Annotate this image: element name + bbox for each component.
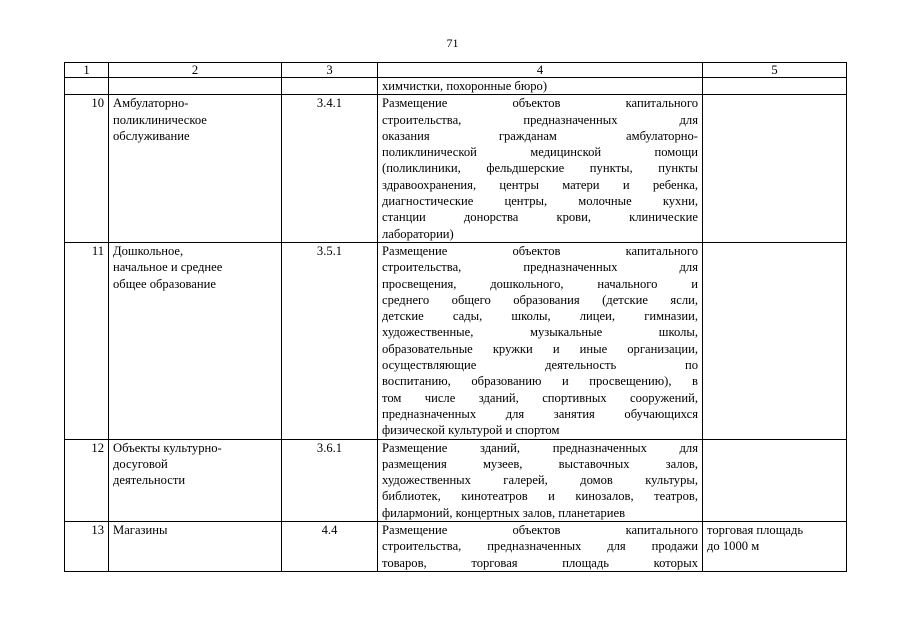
continuation-text: химчистки, похоронные бюро) xyxy=(382,79,548,93)
use-name-cell xyxy=(109,522,282,572)
description-line: Размещение объектов капитального xyxy=(382,523,698,538)
use-description-cell xyxy=(378,242,703,439)
description-line: детские сады, школы, лицеи, гимназии, xyxy=(382,309,698,324)
land-use-table xyxy=(64,62,847,572)
column-header: 2 xyxy=(109,63,282,78)
table-header-row xyxy=(65,63,847,78)
code-cell xyxy=(282,78,378,95)
description-line: станции донорства крови, клинические xyxy=(382,210,698,225)
description-line: воспитанию, образованию и просвещению), в xyxy=(382,374,698,389)
use-description-cell xyxy=(378,522,703,572)
column-header: 5 xyxy=(703,63,847,78)
use-code: 3.6.1 xyxy=(282,439,378,521)
description-line: (поликлиники, фельдшерские пункты, пункты xyxy=(382,161,698,176)
description-line: строительства, предназначенных для xyxy=(382,112,698,127)
limit-line: торговая площадь xyxy=(707,523,804,538)
description-line: физической культурой и спортом xyxy=(382,423,560,438)
description-line: среднего общего образования (детские ясли, xyxy=(382,292,698,307)
description-line: оказания гражданам амбулаторно- xyxy=(382,128,698,143)
use-name-cell xyxy=(109,242,282,439)
use-code: 3.5.1 xyxy=(282,242,378,439)
use-name-line: досуговой xyxy=(113,456,168,471)
limit-line: до 1000 м xyxy=(707,539,760,554)
use-name-line: Дошкольное, xyxy=(113,243,184,258)
use-name-line: начальное и среднее xyxy=(113,260,223,275)
description-line: художественных галерей, домов культуры, xyxy=(382,473,698,488)
limit-cell xyxy=(703,522,847,572)
description-line: филармоний, концертных залов, планетариев xyxy=(382,505,626,520)
name-cell xyxy=(109,78,282,95)
use-name-line: Амбулаторно- xyxy=(113,96,189,111)
row-number: 13 xyxy=(65,522,109,572)
description-line: просвещения, дошкольного, начального и xyxy=(382,276,698,291)
table-row xyxy=(65,522,847,572)
description-line: диагностические центры, молочные кухни, xyxy=(382,194,698,209)
use-name-cell xyxy=(109,95,282,243)
column-header: 4 xyxy=(378,63,703,78)
page-number: 71 xyxy=(446,36,459,50)
description-line: том числе зданий, спортивных сооружений, xyxy=(382,390,698,405)
limit-cell xyxy=(703,242,847,439)
use-name-cell xyxy=(109,439,282,521)
description-line: Размещение объектов капитального xyxy=(382,96,698,111)
table-row xyxy=(65,242,847,439)
description-line: лаборатории) xyxy=(382,226,454,241)
description-line: художественные, музыкальные школы, xyxy=(382,325,698,340)
use-code: 4.4 xyxy=(282,522,378,572)
row-number: 10 xyxy=(65,95,109,243)
column-header: 3 xyxy=(282,63,378,78)
description-line: поликлинической медицинской помощи xyxy=(382,145,698,160)
description-line: Размещение зданий, предназначенных для xyxy=(382,440,698,455)
description-line: размещения музеев, выставочных залов, xyxy=(382,456,698,471)
table-row xyxy=(65,95,847,243)
description-line: здравоохранения, центры матери и ребенка, xyxy=(382,177,698,192)
description-line: Размещение объектов капитального xyxy=(382,243,698,258)
description-line: библиотек, кинотеатров и кинозалов, театров, xyxy=(382,489,698,504)
description-line: строительства, предназначенных для xyxy=(382,260,698,275)
description-line: предназначенных для занятия обучающихся xyxy=(382,406,698,421)
use-name-line: деятельности xyxy=(113,473,186,488)
limit-cell xyxy=(703,439,847,521)
table-row xyxy=(65,439,847,521)
num-cell xyxy=(65,78,109,95)
limit-cell xyxy=(703,78,847,95)
use-name-line: общее образование xyxy=(113,276,216,291)
use-name-line: Магазины xyxy=(113,523,168,538)
use-name-line: Объекты культурно- xyxy=(113,440,222,455)
continuation-row xyxy=(65,78,847,95)
row-number: 11 xyxy=(65,242,109,439)
use-name-line: поликлиническое xyxy=(113,112,207,127)
description-line: строительства, предназначенных для продажи xyxy=(382,539,698,554)
limit-cell xyxy=(703,95,847,243)
use-description-cell xyxy=(378,439,703,521)
description-line: товаров, торговая площадь которых xyxy=(382,555,698,570)
use-name-line: обслуживание xyxy=(113,128,190,143)
column-header: 1 xyxy=(65,63,109,78)
use-code: 3.4.1 xyxy=(282,95,378,243)
description-line: образовательные кружки и иные организации, xyxy=(382,341,698,356)
use-description-cell xyxy=(378,95,703,243)
desc-cell xyxy=(378,78,703,95)
row-number: 12 xyxy=(65,439,109,521)
description-line: осуществляющие деятельность по xyxy=(382,358,698,373)
